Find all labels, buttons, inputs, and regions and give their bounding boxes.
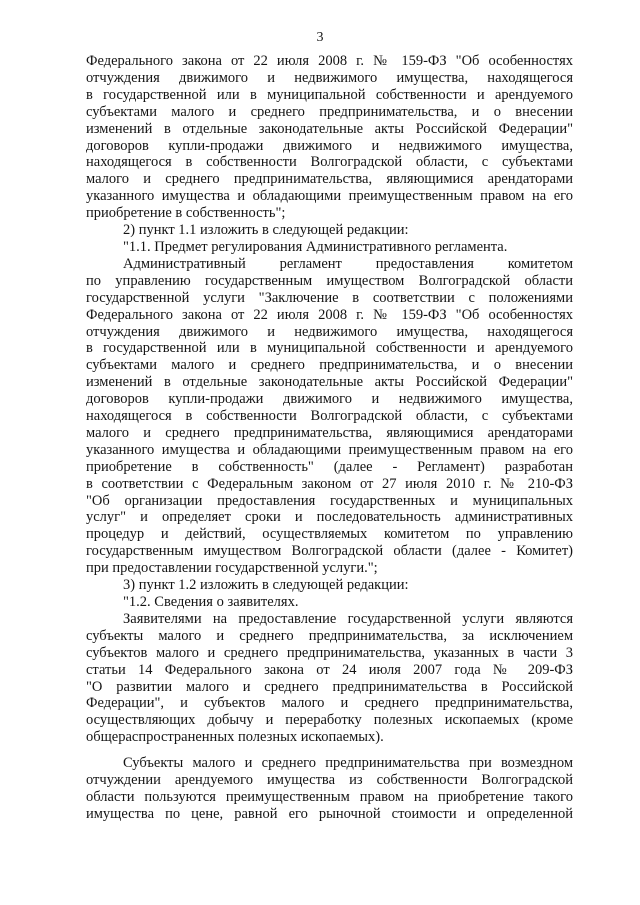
text-line: Заявителями на предоставление государственной услуги являются [123, 610, 573, 627]
text-line: отчуждения движимого и недвижимого имущества, находящегося [86, 69, 573, 86]
text-line: государственной услуги "Заключение в соответствии с положениями [86, 289, 573, 306]
text-line: отчуждении арендуемого имущества из собственности Волгоградской [86, 772, 573, 789]
text-line: "Об организации предоставления государственных и муниципальных [86, 492, 573, 509]
text-line: Административный регламент предоставления комитетом [123, 255, 573, 272]
text-line: Федерального закона от 22 июля 2008 г. № 159-ФЗ "Об особенностях [86, 53, 573, 69]
text-line: "1.2. Сведения о заявителях. [123, 594, 299, 610]
text-line: указанного имущества и обладающими преимущественным правом на его [86, 188, 573, 205]
text-line: общераспространенных полезных ископаемых). [86, 729, 384, 746]
text-line: "1.1. Предмет регулирования Административного регламента. [123, 238, 508, 255]
paragraph-heading-1-2 [86, 594, 573, 611]
paragraph-item-3 [86, 577, 573, 594]
text-line: субъекты малого и среднего предпринимательства, за исключением [86, 627, 573, 644]
paragraph-regulation-scope [86, 256, 573, 577]
text-line: в государственной или в муниципальной собственности и арендуемого [86, 340, 573, 357]
text-line: субъектами малого и среднего предпринимательства, и о внесении [86, 103, 573, 120]
text-line: имущества по цене, равной его рыночной стоимости и определенной [86, 805, 573, 822]
text-line: малого и среднего предпринимательства, являющимися арендаторами [86, 424, 573, 441]
text-line: 2) пункт 1.1 изложить в следующей редакции: [123, 222, 409, 239]
text-line: статьи 14 Федерального закона от 24 июля 2007 года № 209-ФЗ [86, 661, 573, 678]
document-body [86, 53, 573, 823]
text-line: находящегося в собственности Волгоградской области, с субъектами [86, 154, 573, 171]
paragraph-contract-subject-cont [86, 53, 573, 222]
paragraph-heading-1-1 [86, 239, 573, 256]
text-line: Федерального закона от 22 июля 2008 г. № 159-ФЗ "Об особенностях [86, 306, 573, 323]
text-line: в соответствии с Федеральным законом от 27 июля 2010 г. № 210-ФЗ [86, 475, 573, 492]
text-line: изменений в отдельные законодательные акты Российской Федерации" [86, 120, 573, 137]
text-line: указанного имущества и обладающими преимущественным правом на его [86, 441, 573, 458]
paragraph-preemptive-right [86, 755, 573, 823]
text-line: малого и среднего предпринимательства, являющимися арендаторами [86, 171, 573, 188]
text-line: договоров купли-продажи движимого и недвижимого имущества, [86, 137, 573, 154]
text-line: 3) пункт 1.2 изложить в следующей редакции: [123, 577, 409, 594]
text-line: при предоставлении государственной услуги."; [86, 560, 378, 577]
text-line: изменений в отдельные законодательные акты Российской Федерации" [86, 374, 573, 391]
text-line: субъектов малого и среднего предпринимательства, указанных в части 3 [86, 644, 573, 661]
paragraph-item-2 [86, 222, 573, 239]
text-line: области пользуются преимущественным правом на приобретение такого [86, 788, 573, 805]
text-line: отчуждения движимого и недвижимого имущества, находящегося [86, 323, 573, 340]
text-line: находящегося в собственности Волгоградской области, с субъектами [86, 408, 573, 425]
text-line: в государственной или в муниципальной собственности и арендуемого [86, 86, 573, 103]
text-line: Субъекты малого и среднего предпринимательства при возмездном [123, 755, 573, 772]
text-line: государственным имуществом Волгоградской области (далее - Комитет) [86, 543, 573, 560]
paragraph-gap [86, 746, 573, 755]
page-number: 3 [316, 30, 324, 45]
text-line: процедур и действий, осуществляемых комитетом по управлению [86, 526, 573, 543]
text-line: услуг" и определяет сроки и последовательность административных [86, 509, 573, 526]
text-line: приобретение в собственность"; [86, 205, 286, 222]
text-line: договоров купли-продажи движимого и недвижимого имущества, [86, 391, 573, 408]
text-line: приобретение в собственность" (далее - Регламент) разработан [86, 458, 573, 475]
text-line: по управлению государственным имуществом Волгоградской области [86, 272, 573, 289]
paragraph-applicants [86, 611, 573, 746]
text-line: Федерации", и субъектов малого и среднего предпринимательства, [86, 695, 573, 712]
text-line: субъектами малого и среднего предпринимательства, и о внесении [86, 357, 573, 374]
text-line: "О развитии малого и среднего предпринимательства в Российской [86, 678, 573, 695]
text-line: осуществляющих добычу и переработку полезных ископаемых (кроме [86, 712, 573, 729]
